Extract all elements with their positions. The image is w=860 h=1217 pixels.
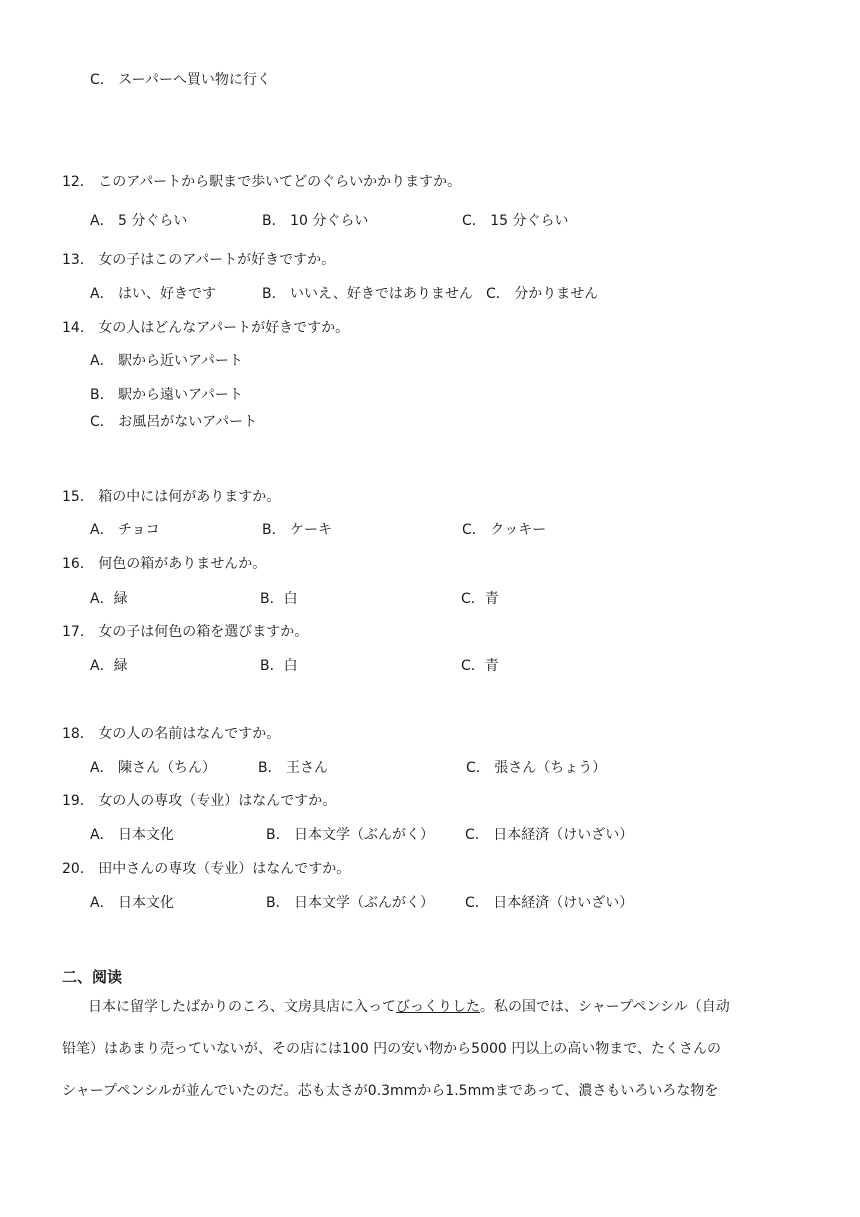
q14-option-c: C． お風呂がないアパート — [90, 414, 258, 430]
q15-option-c: C． クッキー — [462, 522, 547, 538]
q18-option-b: B． 王さん — [258, 760, 329, 776]
question-19: 19． 女の人の専攻（专业）はなんですか。 — [62, 793, 337, 809]
q16-option-a: A．緑 — [90, 591, 128, 607]
q14-option-a: A． 駅から近いアパート — [90, 353, 243, 369]
q15-option-b: B． ケーキ — [262, 522, 333, 538]
q13-option-a: A． はい、好きです — [90, 286, 217, 302]
q12-option-a: A． 5 分ぐらい — [90, 213, 188, 229]
reading-underlined-phrase: びっくりした — [396, 999, 480, 1015]
question-16: 16． 何色の箱がありませんか。 — [62, 556, 267, 572]
reading-line-2: 铅笔）はあまり売っていないが、その店には100 円の安い物から5000 円以上の高い物まで、たくさんの — [62, 1041, 721, 1057]
section-title: 二、阅读 — [62, 968, 123, 986]
q12-option-b: B． 10 分ぐらい — [262, 213, 369, 229]
reading-line-3: シャープペンシルが並んでいたのだ。芯も太さが0.3mmから1.5mmまであって、濃さもいろいろな物を — [62, 1083, 719, 1099]
q18-option-a: A． 陳さん（ちん） — [90, 760, 217, 776]
q16-option-c: C．青 — [461, 591, 499, 607]
question-20: 20． 田中さんの専攻（专业）はなんですか。 — [62, 861, 351, 877]
q16-option-b: B．白 — [260, 591, 298, 607]
q18-option-c: C． 張さん（ちょう） — [466, 760, 607, 776]
reading-line-1-post: 。私の国では、シャープペンシル（自动 — [480, 999, 730, 1015]
question-17: 17． 女の子は何色の箱を選びますか。 — [62, 624, 309, 640]
question-12: 12． このアパートから駅まで歩いてどのぐらいかかりますか。 — [62, 174, 462, 190]
reading-line-1 — [88, 996, 808, 1016]
question-14: 14． 女の人はどんなアパートが好きですか。 — [62, 320, 350, 336]
q17-option-a: A．緑 — [90, 658, 128, 674]
question-18: 18． 女の人の名前はなんですか。 — [62, 726, 281, 742]
q19-option-a: A． 日本文化 — [90, 827, 175, 843]
q14-option-b: B． 駅から遠いアパート — [90, 387, 243, 403]
q17-option-b: B．白 — [260, 658, 298, 674]
q19-option-c: C． 日本経済（けいざい） — [465, 827, 634, 843]
q11-option-c: C． スーパーへ買い物に行く — [90, 72, 271, 88]
q13-option-c: C． 分かりません — [486, 286, 599, 302]
q17-option-c: C．青 — [461, 658, 499, 674]
q20-option-c: C． 日本経済（けいざい） — [465, 895, 634, 911]
q20-option-b: B． 日本文学（ぶんがく） — [266, 895, 435, 911]
q12-option-c: C． 15 分ぐらい — [462, 213, 569, 229]
question-15: 15． 箱の中には何がありますか。 — [62, 489, 281, 505]
question-13: 13． 女の子はこのアパートが好きですか。 — [62, 252, 336, 268]
q13-option-b: B． いいえ、好きではありません — [262, 286, 473, 302]
q20-option-a: A． 日本文化 — [90, 895, 175, 911]
reading-line-1-pre: 日本に留学したばかりのころ、文房具店に入って — [88, 999, 396, 1015]
q15-option-a: A． チョコ — [90, 522, 160, 538]
q19-option-b: B． 日本文学（ぶんがく） — [266, 827, 435, 843]
